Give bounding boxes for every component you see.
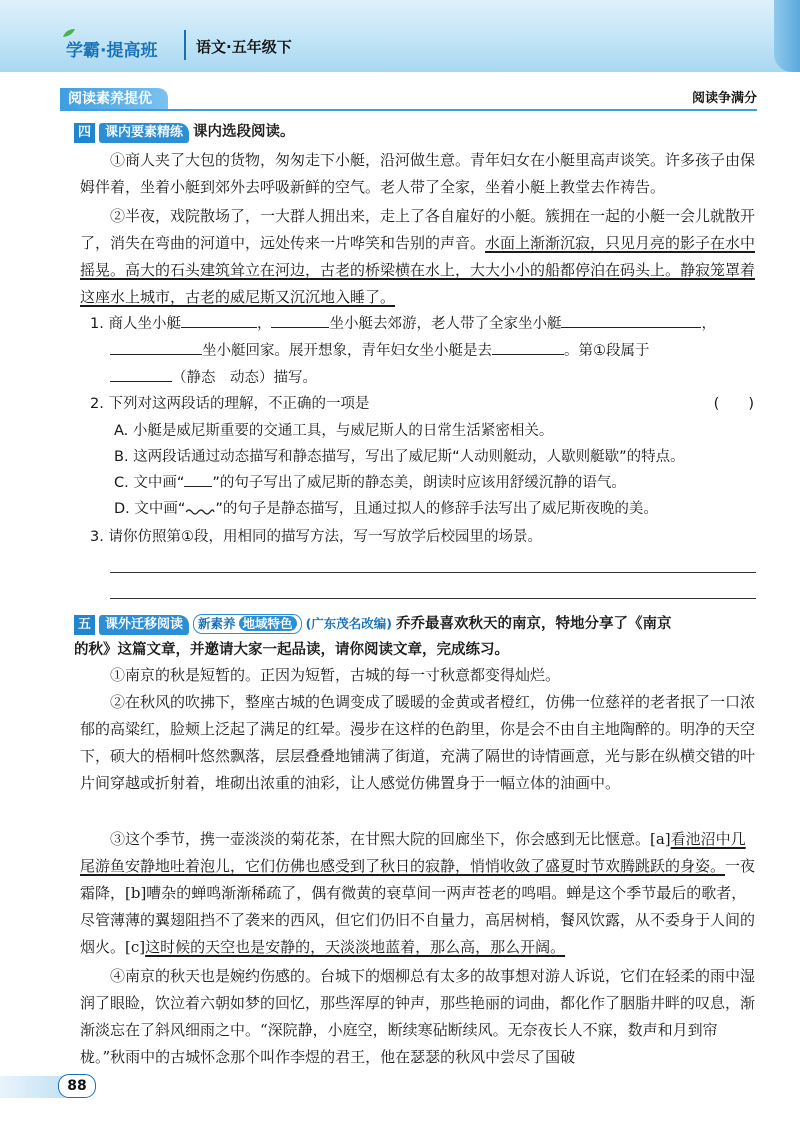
q1-text-e: 坐小艇回家。展开想象，青年妇女坐小艇是去 [202, 343, 492, 359]
part4-paragraph-1: ①商人夹了大包的货物，匆匆走下小艇，沿河做生意。青年妇女在小艇里高声谈笑。许多孩子由保姆伴着，坐着小艇到郊外去呼吸新鲜的空气。老人带了全家，坐着小艇上教堂去作祷告。 [80, 151, 756, 196]
answer-paren[interactable]: ( ) [713, 396, 754, 412]
section-underline [60, 109, 757, 111]
part5-heading [74, 612, 672, 636]
option-c [114, 471, 626, 495]
source-note: (广东茂名改编) [305, 616, 392, 631]
question-1-line-2 [110, 338, 650, 363]
section-bar [60, 88, 757, 110]
section-right-label: 阅读争满分 [691, 91, 757, 106]
part5-pill [193, 614, 302, 634]
question-3: 3. 请你仿照第①段，用相同的描写方法，写一写放学后校园里的场景。 [90, 529, 542, 545]
part5-paragraph-4: ④南京的秋天也是婉约伤感的。台城下的烟柳总有太多的故事想对游人诉说，它们在轻柔的雨中湿润了眼睑，饮泣着六朝如梦的回忆，那些浑厚的钟声，那些艳丽的词曲，都化作了胭脂井畔的叹息，渐渐淡忘在了斜风细雨之中。“深院静，小庭空，断续寒砧断续风。无奈夜长人不寐，数声和月到帘栊。”秋雨中的古城怀念那个叫作李煜的君王，他在瑟瑟的秋风中尝尽了国破 [80, 967, 756, 1066]
pill-label-b: 地域特色 [239, 616, 297, 631]
q1-blank-1[interactable] [181, 311, 257, 328]
option-c-text-a: C. 文中画“ [114, 475, 185, 491]
part5-intro-line-2 [74, 638, 509, 662]
part4-paragraph-2 [80, 203, 756, 311]
option-b: B. 这两段话通过动态描写和静态描写，写出了威尼斯“人动则艇动，人歇则艇歇”的特点。 [114, 449, 685, 465]
brand-title: 学霸·提高班 [66, 41, 158, 61]
part5-paragraph-1: ①南京的秋是短暂的。正因为短暂，古城的每一寸秋意都变得灿烂。 [110, 666, 561, 684]
part5-paragraph-3 [80, 826, 756, 961]
subject-title: 语文·五年级下 [196, 38, 292, 56]
part5-tag: 课外迁移阅读 [99, 615, 189, 635]
part5-number: 五 [74, 615, 95, 635]
straight-underline-sample [184, 472, 212, 487]
q1-text-f: 。第①段属于 [564, 343, 650, 359]
answer-line-1[interactable] [110, 572, 756, 573]
question-2: 2. 下列对这两段话的理解，不正确的一项是 [90, 396, 370, 412]
p3-text-b: 一夜霜降，[b]嘈杂的蝉鸣渐渐稀疏了，偶有微黄的衰草间一两声苍老的鸣唱。蝉是这个季节最后的歌者，尽管薄薄的翼翅阻挡不了袭来的西风，但它们仍旧不自量力，高居树梢，餐风饮露，从不委身于人间的烟火。[c] [80, 857, 756, 956]
section-label: 阅读素养提优 [60, 88, 168, 110]
part4-tag: 课内要素精练 [99, 123, 189, 143]
part5-intro-b: 的秋》这篇文章，并邀请大家一起品读，请你阅读文章，完成练习。 [74, 642, 509, 658]
pill-label-a: 新素养 [198, 616, 236, 631]
part4-heading [74, 120, 295, 144]
part5-intro-a: 乔乔最喜欢秋天的南京，特地分享了《南京 [396, 616, 672, 632]
option-d-text-a: D. 文中画“ [114, 501, 186, 517]
q1-text-g: （静态 动态）描写。 [172, 370, 317, 386]
part4-title: 课内选段阅读。 [193, 124, 295, 140]
option-d-text-b: ”的句子是静态描写，且通过拟人的修辞手法写出了威尼斯夜晚的美。 [215, 501, 658, 517]
part4-number: 四 [74, 123, 95, 143]
answer-line-2[interactable] [110, 598, 756, 599]
q1-blank-5[interactable] [492, 338, 564, 355]
q1-text-b: ， [256, 316, 272, 332]
option-a: A. 小艇是威尼斯重要的交通工具，与威尼斯人的日常生活紧密相关。 [114, 423, 554, 439]
header-divider [184, 30, 186, 60]
p3-underlined-a: 看池沼中几尾游鱼安静地吐着泡儿，它们仿佛也感受到了秋日的寂静，悄悄收敛了盛夏时节欢腾跳跃的身姿。 [80, 830, 746, 875]
q1-blank-6[interactable] [110, 365, 172, 382]
option-d [114, 497, 658, 521]
q1-blank-3[interactable] [561, 311, 701, 328]
header-band-edge [774, 0, 800, 72]
page-number: 88 [58, 1074, 96, 1098]
option-c-text-b: ”的句子写出了威尼斯的静态美，朗读时应该用舒缓沉静的语气。 [212, 475, 626, 491]
question-1-line-1 [90, 311, 716, 336]
q1-text-d: ， [701, 316, 716, 332]
q1-blank-2[interactable] [271, 311, 329, 328]
q1-text-a: 1. 商人坐小艇 [90, 316, 181, 332]
part4-paragraph-2-text: ②半夜，戏院散场了，一大群人拥出来，走上了各自雇好的小艇。簇拥在一起的小艇一会儿就散开了，消失在弯曲的河道中，远处传来一片哗笑和告别的声音。 [80, 207, 756, 252]
q1-blank-4[interactable] [110, 338, 202, 355]
part4-paragraph-2-underlined: 水面上渐渐沉寂，只见月亮的影子在水中摇晃。高大的石头建筑耸立在河边，古老的桥梁横在水上，大大小小的船都停泊在码头上。静寂笼罩着这座水上城市，古老的威尼斯又沉沉地入睡了。 [80, 234, 756, 306]
q1-text-c: 坐小艇去郊游，老人带了全家坐小艇 [329, 316, 562, 332]
p3-underlined-c: 这时候的天空也是安静的，天淡淡地蓝着，那么高，那么开阔。 [145, 938, 566, 956]
p3-text-a: ③这个季节，携一壶淡淡的菊花茶，在甘熙大院的回廊坐下，你会感到无比惬意。[a] [110, 830, 671, 848]
question-1-line-3 [110, 365, 317, 390]
wavy-underline-sample [185, 504, 215, 516]
part5-paragraph-2: ②在秋风的吹拂下，整座古城的色调变成了暖暖的金黄或者橙红，仿佛一位慈祥的老者抿了一口浓郁的高粱红，脸颊上泛起了满足的红晕。漫步在这样的色韵里，你是会不由自主地陶醉的。明净的天空下，硕大的梧桐叶悠然飘落，层层叠叠地铺满了街道，充满了隔世的诗情画意，光与影在纵横交错的叶片间穿越或折射着，堆砌出浓重的油彩，让人感觉仿佛置身于一幅立体的油画中。 [80, 693, 756, 792]
